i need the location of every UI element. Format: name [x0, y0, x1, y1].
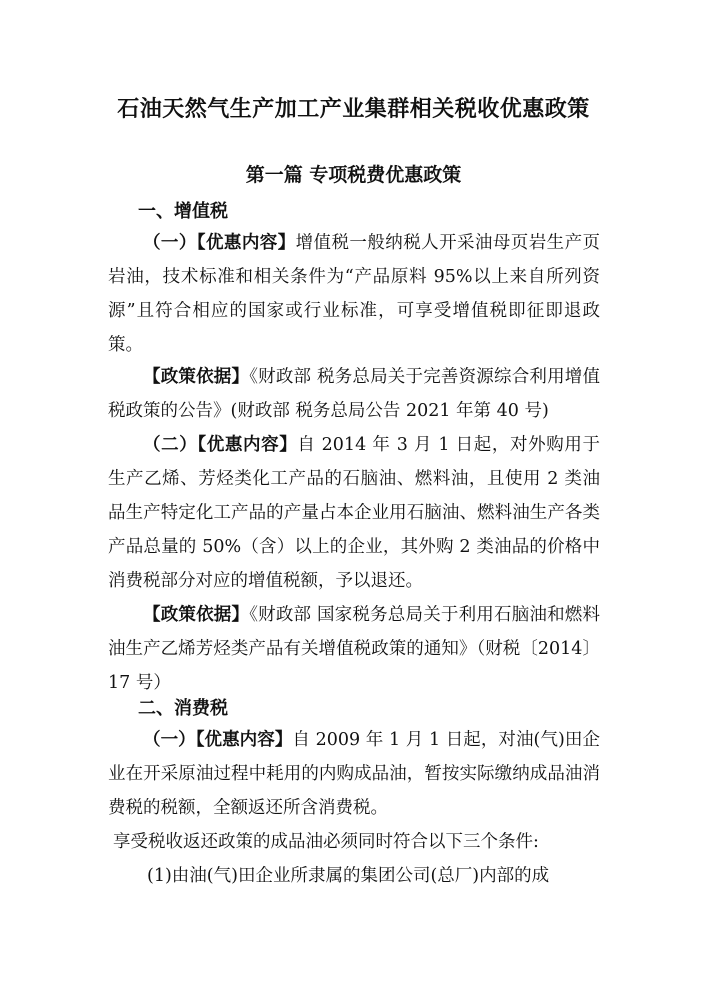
- vat-item1-paragraph: [108, 226, 600, 362]
- vat-item1-basis-label: 【政策依据】: [143, 367, 250, 387]
- vat-item1-basis-paragraph: [108, 360, 600, 428]
- condition-1: (1)由油(气)田企业所隶属的集团公司(总厂)内部的成: [147, 866, 550, 886]
- ct-item1-content: 自 2009 年 1 月 1 日起，对油(气)田企业在开采原油过程中耗用的内购成品油，暂按实际缴纳成品油消费税的税额，全额返还所含消费税。: [108, 730, 600, 818]
- ct-item1-paragraph: [108, 723, 600, 825]
- vat-item2-paragraph: [108, 428, 600, 598]
- ct-item1-label: （一）【优惠内容】: [143, 730, 293, 750]
- document-title: 石油天然气生产加工产业集群相关税收优惠政策: [117, 96, 590, 122]
- section-heading-vat: 一、增值税: [138, 201, 228, 222]
- vat-item2-basis: 《财政部 国家税务总局关于利用石脑油和燃料油生产乙烯芳烃类产品有关增值税政策的通知》（财税〔2014〕17 号）: [108, 605, 601, 693]
- section-heading-consumption-tax: 二、消费税: [138, 698, 228, 719]
- vat-item2-basis-label: 【政策依据】: [143, 605, 250, 625]
- vat-item2-label: （二）【优惠内容】: [143, 435, 298, 455]
- vat-item2-content: 自 2014 年 3 月 1 日起，对外购用于生产乙烯、芳烃类化工产品的石脑油、燃料油，且使用 2 类油品生产特定化工产品的产量占本企业用石脑油、燃料油生产各类产品总量的 50%（含）以上的企业，其外购 2 类油品的价格中消费税部分对应的增值税额，予以退还。: [108, 435, 600, 591]
- vat-item1-content: 增值税一般纳税人开采油母页岩生产页岩油，技术标准和相关条件为“产品原料 95%以上来自所列资源”且符合相应的国家或行业标准，可享受增值税即征即退政策。: [108, 233, 601, 355]
- chapter-title: 第一篇 专项税费优惠政策: [245, 164, 462, 186]
- vat-item1-basis: 《财政部 税务总局关于完善资源综合利用增值税政策的公告》(财政部 税务总局公告 2021 年第 40 号): [108, 367, 601, 421]
- vat-item2-basis-paragraph: [108, 598, 600, 700]
- vat-item1-label: （一）【优惠内容】: [143, 233, 296, 253]
- conditions-intro: 享受税收返还政策的成品油必须同时符合以下三个条件:: [113, 832, 539, 852]
